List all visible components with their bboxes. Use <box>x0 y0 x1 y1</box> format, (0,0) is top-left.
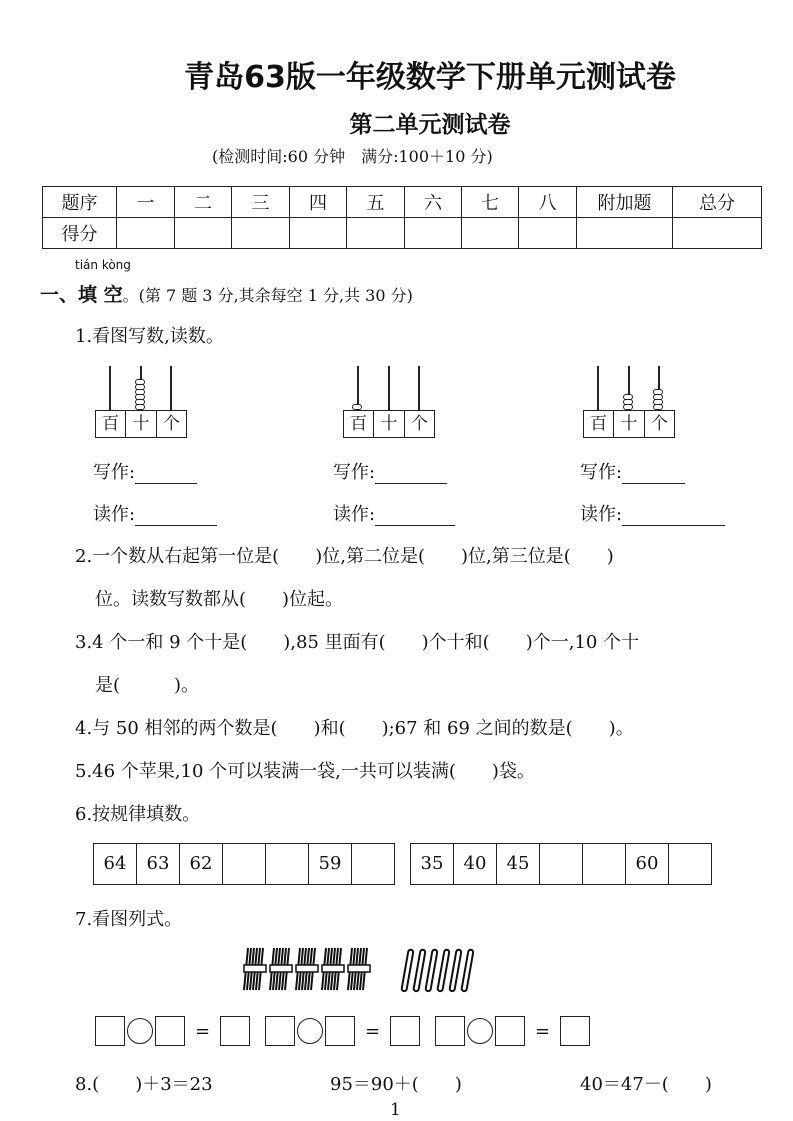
sequence-blank[interactable] <box>352 844 394 884</box>
sequence-boxes-1 <box>93 843 395 885</box>
abacus-3 <box>583 366 675 436</box>
place-value-labels <box>343 410 435 438</box>
score-cell <box>405 218 462 249</box>
page-number: 1 <box>390 1100 401 1120</box>
question-1: 1.看图写数,读数。 <box>75 326 224 347</box>
abacus-rod <box>388 366 390 410</box>
place-label: 百 <box>96 411 126 437</box>
equals-sign: = <box>195 1020 211 1042</box>
sequence-cell: 40 <box>454 844 497 884</box>
sequence-cell: 64 <box>94 844 137 884</box>
sequence-blank[interactable] <box>669 844 711 884</box>
single-stick <box>413 949 425 991</box>
section-note: 。(第 7 题 3 分,其余每空 1 分,共 30 分) <box>122 286 413 305</box>
read-answer-2[interactable] <box>333 500 455 526</box>
abacus-rod <box>418 366 420 410</box>
write-label: 写作: <box>93 462 136 483</box>
sequence-cell: 62 <box>180 844 223 884</box>
write-answer-3[interactable] <box>580 458 685 484</box>
sequence-blank[interactable] <box>540 844 583 884</box>
table-header-cell: 五 <box>347 187 405 218</box>
abacus-2 <box>343 366 435 436</box>
bundle-of-ten <box>296 948 318 990</box>
table-header-cell: 七 <box>462 187 519 218</box>
equation-1 <box>95 1016 250 1046</box>
place-label: 个 <box>410 414 428 434</box>
score-cell <box>673 218 762 249</box>
equation-2 <box>265 1016 420 1046</box>
question-7: 7.看图列式。 <box>75 909 183 930</box>
abacus-bead <box>135 379 145 385</box>
operator-circle[interactable] <box>127 1018 153 1044</box>
place-value-labels <box>583 410 675 438</box>
score-cell <box>290 218 347 249</box>
question-8-a: 8.( )＋3＝23 <box>75 1074 213 1095</box>
table-header-cell: 总分 <box>673 187 762 218</box>
bundle-of-ten <box>270 948 292 990</box>
score-cell <box>519 218 577 249</box>
page-subtitle: 第二单元测试卷 <box>349 112 511 138</box>
answer-box[interactable] <box>220 1016 250 1046</box>
sequence-cell: 63 <box>137 844 180 884</box>
table-row <box>43 218 762 249</box>
score-cell <box>462 218 519 249</box>
place-label: 个 <box>162 414 180 434</box>
score-cell <box>232 218 290 249</box>
table-header-cell: 二 <box>175 187 232 218</box>
single-stick <box>437 949 449 991</box>
single-stick <box>401 949 413 991</box>
question-2-line1: 2.一个数从右起第一位是( )位,第二位是( )位,第三位是( ) <box>75 546 614 567</box>
sequence-cell: 59 <box>309 844 352 884</box>
place-label: 十 <box>614 411 644 437</box>
table-row-label: 得分 <box>43 218 117 249</box>
answer-box[interactable] <box>265 1016 295 1046</box>
sequence-blank[interactable] <box>266 844 309 884</box>
answer-box[interactable] <box>95 1016 125 1046</box>
sequence-cell: 45 <box>497 844 540 884</box>
sequence-blank[interactable] <box>583 844 626 884</box>
table-header-cell: 一 <box>117 187 175 218</box>
score-cell <box>347 218 405 249</box>
single-stick <box>461 949 473 991</box>
place-label: 十 <box>374 411 404 437</box>
question-5: 5.46 个苹果,10 个可以装满一袋,一共可以装满( )袋。 <box>75 761 535 782</box>
table-header-cell: 八 <box>519 187 577 218</box>
abacus-rod <box>597 366 599 410</box>
bundle-of-ten <box>348 948 370 990</box>
write-label: 写作: <box>333 462 376 483</box>
question-8-b: 95＝90＋( ) <box>330 1074 462 1095</box>
read-label: 读作: <box>333 504 376 525</box>
abacus-rod <box>109 366 111 410</box>
answer-box[interactable] <box>435 1016 465 1046</box>
answer-box[interactable] <box>155 1016 185 1046</box>
sequence-cell: 35 <box>411 844 454 884</box>
question-3-line2: 是( )。 <box>95 675 200 696</box>
table-header-cell: 六 <box>405 187 462 218</box>
score-cell <box>117 218 175 249</box>
equals-sign: = <box>365 1020 381 1042</box>
table-header-cell: 三 <box>232 187 290 218</box>
section-title: 一、填 空 <box>40 284 123 306</box>
single-stick <box>425 949 437 991</box>
answer-box[interactable] <box>495 1016 525 1046</box>
bundles-image <box>240 945 480 995</box>
answer-box[interactable] <box>325 1016 355 1046</box>
place-label: 个 <box>650 414 668 434</box>
abacus-bead <box>623 394 633 400</box>
bundle-of-ten <box>244 948 266 990</box>
abacus-bead <box>653 389 663 395</box>
sequence-cell: 60 <box>626 844 669 884</box>
page-title: 青岛63版一年级数学下册单元测试卷 <box>184 60 676 95</box>
answer-box[interactable] <box>390 1016 420 1046</box>
table-header-cell: 附加题 <box>577 187 673 218</box>
pinyin: tián kòng <box>75 258 131 272</box>
operator-circle[interactable] <box>467 1018 493 1044</box>
equals-sign: = <box>535 1020 551 1042</box>
table-header-cell: 四 <box>290 187 347 218</box>
operator-circle[interactable] <box>297 1018 323 1044</box>
question-3-line1: 3.4 个一和 9 个十是( ),85 里面有( )个十和( )个一,10 个十 <box>75 632 640 653</box>
place-label: 百 <box>584 411 614 437</box>
question-6: 6.按规律填数。 <box>75 804 201 825</box>
abacus-rod <box>170 366 172 410</box>
score-cell <box>175 218 232 249</box>
abacus-1 <box>95 366 187 436</box>
read-label: 读作: <box>580 504 623 525</box>
write-label: 写作: <box>580 462 623 483</box>
write-answer-2[interactable] <box>333 458 447 484</box>
question-8-c: 40＝47－( ) <box>580 1074 712 1095</box>
score-cell <box>577 218 673 249</box>
answer-box[interactable] <box>560 1016 590 1046</box>
section-heading <box>40 280 413 307</box>
bundle-of-ten <box>322 948 344 990</box>
single-stick <box>449 949 461 991</box>
table-row <box>43 187 762 218</box>
place-value-labels <box>95 410 187 438</box>
exam-info: (检测时间:60 分钟 满分:100＋10 分) <box>212 147 493 166</box>
read-label: 读作: <box>93 504 136 525</box>
sequence-boxes-2 <box>410 843 712 885</box>
question-2-line2: 位。读数写数都从( )位起。 <box>95 589 344 610</box>
equation-3 <box>435 1016 590 1046</box>
write-answer-1[interactable] <box>93 458 197 484</box>
place-label: 十 <box>126 411 156 437</box>
sequence-blank[interactable] <box>223 844 266 884</box>
score-table <box>42 186 762 249</box>
read-answer-3[interactable] <box>580 500 725 526</box>
place-label: 百 <box>344 411 374 437</box>
table-header-cell: 题序 <box>43 187 117 218</box>
question-4: 4.与 50 相邻的两个数是( )和( );67 和 69 之间的数是( )。 <box>75 718 634 739</box>
read-answer-1[interactable] <box>93 500 217 526</box>
